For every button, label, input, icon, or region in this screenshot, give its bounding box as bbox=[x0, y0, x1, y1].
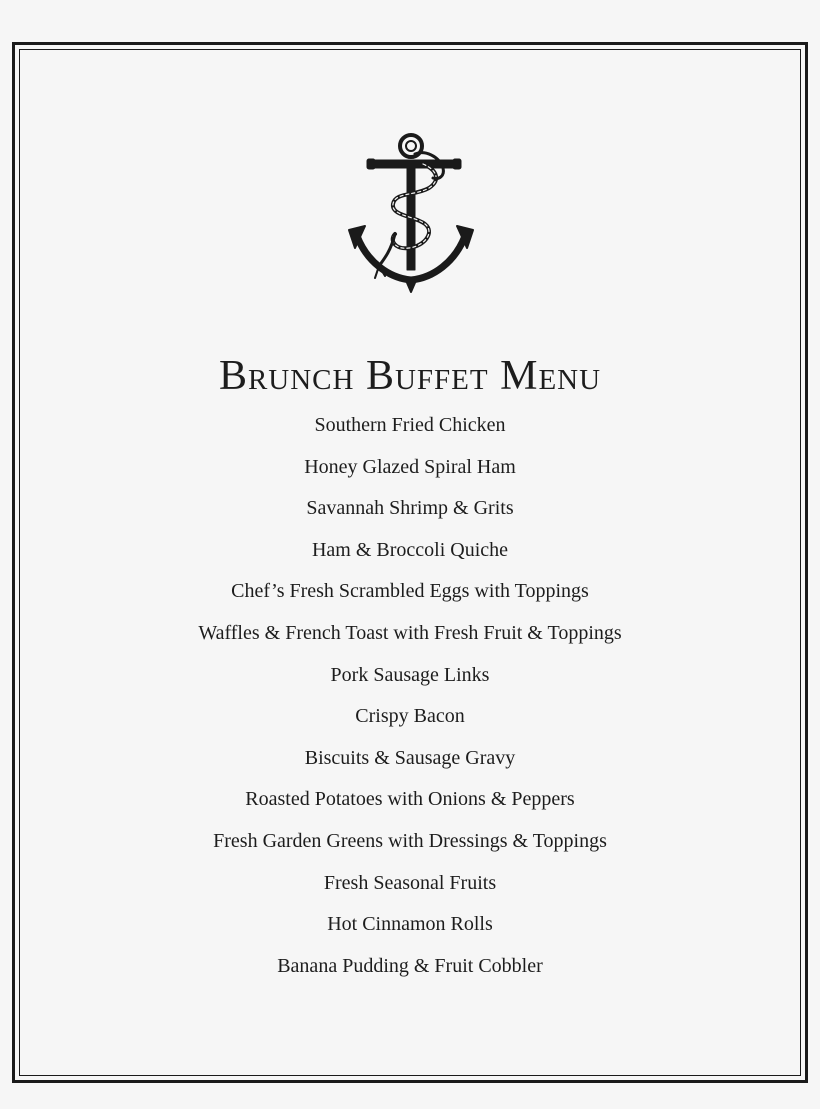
menu-item: Fresh Seasonal Fruits bbox=[323, 871, 497, 894]
menu-item: Waffles & French Toast with Fresh Fruit & Toppings bbox=[198, 621, 622, 644]
menu-list bbox=[0, 405, 820, 987]
menu-item: Southern Fried Chicken bbox=[314, 414, 506, 436]
menu-item: Biscuits & Sausage Gravy bbox=[304, 746, 516, 769]
menu-item: Roasted Potatoes with Onions & Peppers bbox=[245, 788, 575, 811]
menu-item: Fresh Garden Greens with Dressings & Toppings bbox=[213, 829, 607, 852]
menu-title: Brunch Buffet Menu bbox=[218, 353, 602, 399]
menu-item: Crispy Bacon bbox=[355, 705, 465, 728]
menu-item: Savannah Shrimp & Grits bbox=[306, 497, 514, 520]
menu-item: Hot Cinnamon Rolls bbox=[327, 913, 493, 936]
menu-item: Chef’s Fresh Scrambled Eggs with Toppings bbox=[231, 580, 589, 603]
menu-item: Banana Pudding & Fruit Cobbler bbox=[277, 954, 543, 977]
menu-item: Ham & Broccoli Quiche bbox=[311, 538, 509, 561]
menu-item: Pork Sausage Links bbox=[330, 663, 490, 686]
anchor-icon bbox=[345, 130, 477, 295]
menu-item: Honey Glazed Spiral Ham bbox=[304, 455, 516, 478]
